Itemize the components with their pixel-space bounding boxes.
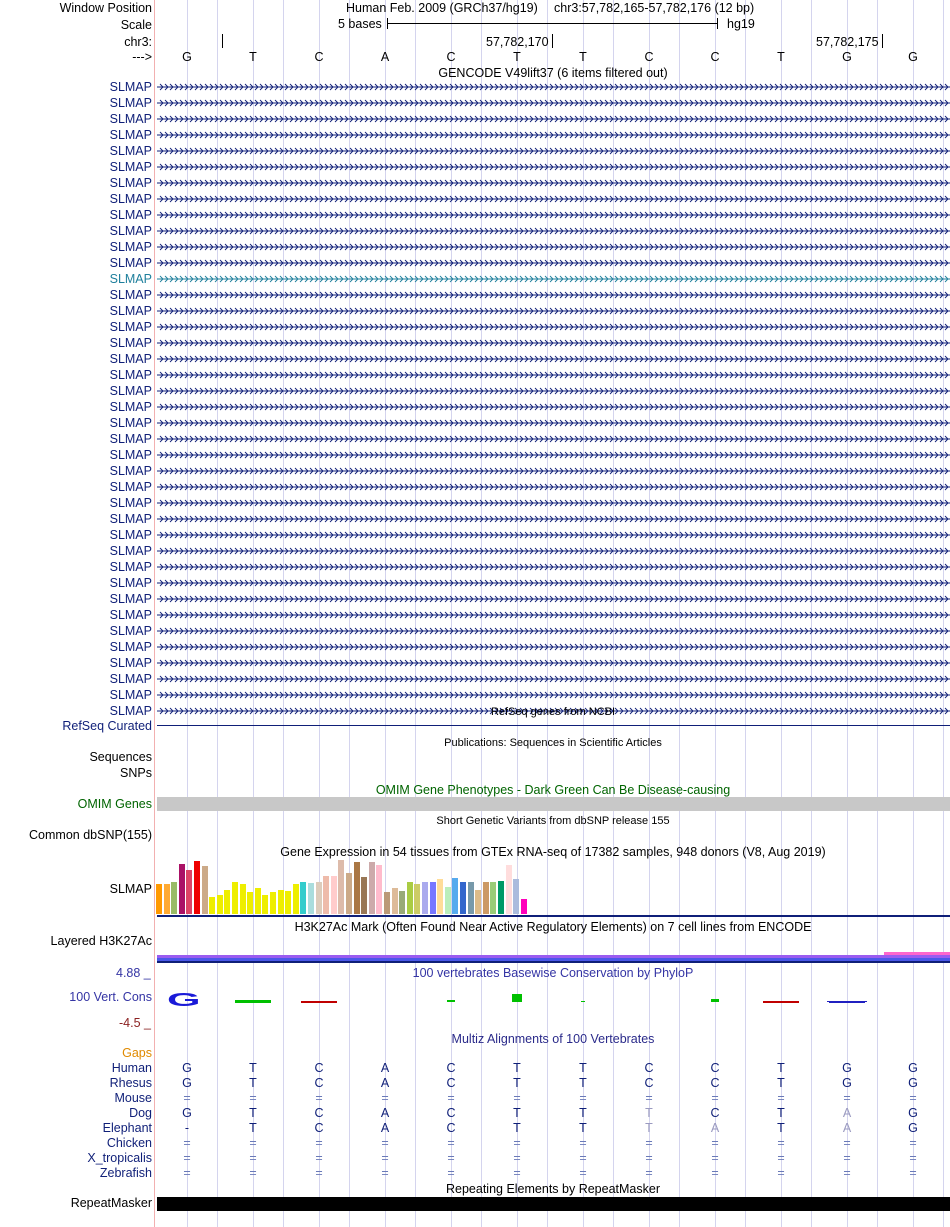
multiz-base: T [513,1061,521,1075]
gencode-transcript-label[interactable]: SLMAP [109,656,152,670]
gtex-tissue-bar[interactable] [171,882,177,914]
omim-label[interactable]: OMIM Genes [77,797,152,811]
gencode-transcript-label[interactable]: SLMAP [109,432,152,446]
gencode-transcript-line[interactable] [157,610,950,620]
gencode-transcript-line[interactable] [157,146,950,156]
gtex-tissue-bar[interactable] [498,881,504,914]
phylop-baseline [763,1002,799,1003]
gtex-tissue-bar[interactable] [392,888,398,914]
base-letter: G [182,50,192,64]
multiz-base: = [843,1166,851,1180]
dbsnp-title[interactable]: Short Genetic Variants from dbSNP release 155 [436,815,670,827]
gtex-tissue-bar[interactable] [316,882,322,914]
base-letter: C [644,50,654,64]
gtex-tissue-bar[interactable] [293,884,299,914]
multiz-base: = [249,1151,257,1165]
multiz-species-label[interactable]: Dog [129,1106,152,1120]
multiz-base: = [579,1136,587,1150]
multiz-base: C [644,1076,654,1090]
coord-tick [882,34,883,48]
gtex-tissue-bar[interactable] [179,864,185,914]
multiz-base: = [381,1151,389,1165]
multiz-base: A [380,1121,390,1135]
gtex-tissue-bar[interactable] [285,891,291,914]
gtex-tissue-bar[interactable] [209,897,215,914]
multiz-base: T [579,1076,587,1090]
gtex-tissue-bar[interactable] [240,884,246,914]
gencode-transcript-line[interactable] [157,498,950,508]
multiz-base: = [183,1136,191,1150]
multiz-base: A [380,1061,390,1075]
gencode-transcript-label[interactable]: SLMAP [109,336,152,350]
refseq-gene-line[interactable] [157,725,950,726]
multiz-base: = [183,1166,191,1180]
multiz-base: = [777,1151,785,1165]
multiz-base: = [645,1166,653,1180]
multiz-base: G [842,1076,852,1090]
gencode-transcript-label[interactable]: SLMAP [109,80,152,94]
multiz-base: = [579,1166,587,1180]
pubs-label-sequences[interactable]: Sequences [89,750,152,764]
phylop-min-label: -4.5 _ [119,1016,151,1030]
multiz-base: = [843,1151,851,1165]
gencode-transcript-line[interactable] [157,594,950,604]
multiz-base: = [711,1151,719,1165]
multiz-species-label[interactable]: Mouse [114,1091,152,1105]
gtex-tissue-bar[interactable] [255,888,261,914]
gencode-transcript-line[interactable] [157,562,950,572]
gencode-transcript-label[interactable]: SLMAP [109,192,152,206]
multiz-base: T [579,1106,587,1120]
gencode-transcript-label[interactable]: SLMAP [109,576,152,590]
multiz-base: = [513,1091,521,1105]
phylop-bar [711,999,719,1002]
scale-text: 5 bases [338,17,382,31]
gtex-tissue-bar[interactable] [490,882,496,914]
multiz-gaps-label[interactable]: Gaps [122,1046,152,1060]
gencode-title[interactable]: GENCODE V49lift37 (6 items filtered out) [438,66,668,80]
gencode-transcript-line[interactable] [157,530,950,540]
gtex-tissue-bar[interactable] [346,873,352,914]
gencode-transcript-label[interactable]: SLMAP [109,464,152,478]
gencode-transcript-line[interactable] [157,578,950,588]
gencode-transcript-line[interactable] [157,258,950,268]
multiz-base: C [314,1076,324,1090]
multiz-base: G [842,1061,852,1075]
gencode-transcript-line[interactable] [157,130,950,140]
base-letter: C [314,50,324,64]
multiz-base: A [710,1121,720,1135]
multiz-base: = [645,1091,653,1105]
gtex-tissue-bar[interactable] [247,892,253,914]
gtex-tissue-bar[interactable] [422,882,428,914]
gencode-transcript-label[interactable]: SLMAP [109,352,152,366]
multiz-base: T [249,1076,257,1090]
gencode-transcript-label[interactable]: SLMAP [109,256,152,270]
gtex-tissue-bar[interactable] [468,882,474,914]
multiz-base: G [182,1076,192,1090]
multiz-base: = [381,1136,389,1150]
multiz-base: G [182,1106,192,1120]
multiz-species-label[interactable]: Zebrafish [99,1166,152,1180]
multiz-base: = [777,1136,785,1150]
multiz-base: = [711,1166,719,1180]
pubs-label-snps[interactable]: SNPs [120,766,152,780]
gencode-transcript-line[interactable] [157,274,950,284]
omim-gene-bar[interactable] [157,797,950,811]
multiz-base: T [513,1076,521,1090]
gencode-transcript-label[interactable]: SLMAP [109,112,152,126]
gencode-transcript-label[interactable]: SLMAP [109,608,152,622]
pubs-title[interactable]: Publications: Sequences in Scientific Articles [444,737,662,749]
base-letter: A [380,50,390,64]
multiz-base: = [579,1091,587,1105]
multiz-base: = [843,1136,851,1150]
gtex-tissue-bar[interactable] [354,862,360,914]
multiz-species-label[interactable]: X_tropicalis [87,1151,152,1165]
multiz-base: T [249,1061,257,1075]
multiz-base: = [315,1166,323,1180]
gencode-transcript-label[interactable]: SLMAP [109,672,152,686]
gencode-transcript-label[interactable]: SLMAP [109,688,152,702]
multiz-base: T [777,1121,785,1135]
multiz-base: T [249,1121,257,1135]
label-separator [154,0,155,1227]
base-letter: C [710,50,720,64]
gencode-transcript-line[interactable] [157,178,950,188]
gtex-separator [157,915,950,917]
gencode-transcript-line[interactable] [157,242,950,252]
gencode-transcript-label[interactable]: SLMAP [109,528,152,542]
gencode-transcript-line[interactable] [157,306,950,316]
multiz-base: = [447,1151,455,1165]
multiz-base: = [183,1091,191,1105]
multiz-base: C [446,1121,456,1135]
multiz-base: C [314,1121,324,1135]
gencode-transcript-line[interactable] [157,466,950,476]
multiz-base: = [447,1136,455,1150]
gencode-transcript-line[interactable] [157,450,950,460]
multiz-species-label[interactable]: Human [111,1061,152,1075]
multiz-base: C [710,1061,720,1075]
multiz-base: G [908,1121,918,1135]
gtex-tissue-bar[interactable] [513,879,519,914]
gencode-transcript-label[interactable]: SLMAP [109,320,152,334]
multiz-base: C [446,1061,456,1075]
gencode-transcript-line[interactable] [157,210,950,220]
multiz-base: = [843,1091,851,1105]
gtex-tissue-bar[interactable] [164,884,170,914]
repeatmasker-bar[interactable] [157,1197,950,1211]
gencode-transcript-line[interactable] [157,354,950,364]
gencode-transcript-label[interactable]: SLMAP [109,208,152,222]
gtex-tissue-bar[interactable] [217,895,223,914]
multiz-base: C [446,1076,456,1090]
multiz-base: C [314,1106,324,1120]
gencode-transcript-line[interactable] [157,418,950,428]
multiz-species-label[interactable]: Elephant [102,1121,152,1135]
gtex-tissue-bar[interactable] [361,877,367,914]
gencode-transcript-line[interactable] [157,226,950,236]
gencode-transcript-line[interactable] [157,322,950,332]
base-letter: G [842,50,852,64]
gencode-transcript-label[interactable]: SLMAP [109,480,152,494]
gtex-tissue-bar[interactable] [156,884,162,914]
multiz-base: T [513,1121,521,1135]
coord-tick [222,34,223,48]
scale-bar-right [717,18,718,29]
scale-bar [387,23,718,24]
gencode-transcript-line[interactable] [157,386,950,396]
multiz-base: C [446,1106,456,1120]
gtex-tissue-bar[interactable] [445,887,451,914]
gencode-transcript-label[interactable]: SLMAP [109,304,152,318]
multiz-base: T [645,1121,653,1135]
multiz-base: = [381,1166,389,1180]
gtex-tissue-bar[interactable] [460,882,466,914]
gtex-tissue-bar[interactable] [475,890,481,914]
gencode-transcript-line[interactable] [157,370,950,380]
gencode-transcript-label[interactable]: SLMAP [109,384,152,398]
multiz-base: T [777,1106,785,1120]
gencode-transcript-label[interactable]: SLMAP [109,704,152,718]
base-letter: T [513,50,521,64]
multiz-base: A [380,1106,390,1120]
repeatmasker-label[interactable]: RepeatMasker [70,1196,152,1210]
gtex-tissue-bar[interactable] [186,870,192,914]
multiz-base: = [711,1091,719,1105]
multiz-base: T [249,1106,257,1120]
gencode-transcript-label[interactable]: SLMAP [109,176,152,190]
gencode-transcript-label[interactable]: SLMAP [109,448,152,462]
gencode-transcript-label[interactable]: SLMAP [109,96,152,110]
multiz-base: = [447,1091,455,1105]
gencode-transcript-line[interactable] [157,482,950,492]
gtex-label[interactable]: SLMAP [109,882,152,896]
multiz-species-label[interactable]: Chicken [106,1136,152,1150]
h3k27ac-title[interactable]: H3K27Ac Mark (Often Found Near Active Regulatory Elements) on 7 cell lines from ENCODE [294,920,812,934]
coord-tick [552,34,553,48]
multiz-base: G [908,1061,918,1075]
phylop-bar [512,994,522,1002]
multiz-base: = [513,1151,521,1165]
gencode-transcript-line[interactable] [157,674,950,684]
multiz-base: = [315,1151,323,1165]
gtex-tissue-bar[interactable] [262,895,268,914]
multiz-base: - [184,1121,190,1135]
gtex-tissue-bar[interactable] [384,892,390,914]
gencode-transcript-label[interactable]: SLMAP [109,144,152,158]
gencode-transcript-line[interactable] [157,114,950,124]
gtex-tissue-bar[interactable] [194,861,200,914]
multiz-base: = [315,1091,323,1105]
multiz-base: = [249,1091,257,1105]
gencode-transcript-label[interactable]: SLMAP [109,224,152,238]
gtex-tissue-bar[interactable] [202,866,208,914]
gencode-transcript-line[interactable] [157,546,950,556]
gtex-tissue-bar[interactable] [506,865,512,914]
multiz-base: G [182,1061,192,1075]
gtex-tissue-bar[interactable] [278,890,284,914]
phylop-title[interactable]: 100 vertebrates Basewise Conservation by PhyloP [412,966,694,980]
gencode-transcript-label[interactable]: SLMAP [109,272,152,286]
chr-label[interactable]: chr3: [124,35,152,49]
base-letter: T [249,50,257,64]
multiz-base: = [381,1091,389,1105]
base-letter: T [777,50,785,64]
gtex-tissue-bar[interactable] [331,876,337,914]
gencode-transcript-label[interactable]: SLMAP [109,496,152,510]
position-text: chr3:57,782,165-57,782,176 (12 bp) [554,1,755,15]
gencode-transcript-line[interactable] [157,626,950,636]
gtex-tissue-bar[interactable] [224,890,230,914]
multiz-base: G [908,1076,918,1090]
gencode-transcript-line[interactable] [157,194,950,204]
multiz-base: = [183,1151,191,1165]
multiz-base: T [513,1106,521,1120]
gtex-tissue-bar[interactable] [232,882,238,914]
gencode-transcript-label[interactable]: SLMAP [109,512,152,526]
multiz-base: = [909,1136,917,1150]
gtex-title[interactable]: Gene Expression in 54 tissues from GTEx RNA-seq of 17382 samples, 948 donors (V8, Aug 2019) [280,845,826,859]
refseq-label[interactable]: RefSeq Curated [62,719,152,733]
multiz-base: = [777,1166,785,1180]
gencode-transcript-label[interactable]: SLMAP [109,544,152,558]
gtex-tissue-bar[interactable] [338,860,344,914]
h3k27ac-label[interactable]: Layered H3K27Ac [50,934,152,948]
multiz-base: C [710,1076,720,1090]
multiz-base: = [645,1151,653,1165]
multiz-base: T [579,1121,587,1135]
refseq-title[interactable]: RefSeq genes from NCBI [490,706,616,718]
strand-label[interactable]: ---> [132,50,152,64]
gtex-tissue-bar[interactable] [323,876,329,914]
coord-2: 57,782,175 [816,35,879,49]
gencode-transcript-label[interactable]: SLMAP [109,368,152,382]
gencode-transcript-label[interactable]: SLMAP [109,560,152,574]
base-letter: G [908,50,918,64]
phylop-label[interactable]: 100 Vert. Cons [69,990,152,1004]
gtex-tissue-bar[interactable] [452,878,458,914]
gtex-tissue-bar[interactable] [399,891,405,914]
multiz-base: = [909,1166,917,1180]
multiz-base: = [645,1136,653,1150]
gencode-transcript-line[interactable] [157,338,950,348]
phylop-max-label: 4.88 _ [116,966,151,980]
multiz-base: = [909,1151,917,1165]
multiz-base: = [249,1166,257,1180]
gencode-transcript-label[interactable]: SLMAP [109,160,152,174]
multiz-base: = [777,1091,785,1105]
gencode-transcript-line[interactable] [157,434,950,444]
phylop-logo-g: G [167,990,201,1010]
gtex-tissue-bar[interactable] [369,862,375,914]
base-letter: T [579,50,587,64]
gtex-tissue-bar[interactable] [437,879,443,914]
multiz-base: T [645,1106,653,1120]
gencode-transcript-line[interactable] [157,82,950,92]
multiz-base: = [315,1136,323,1150]
assembly-text: Human Feb. 2009 (GRCh37/hg19) [346,1,538,15]
multiz-base: A [842,1106,852,1120]
gencode-transcript-line[interactable] [157,658,950,668]
gtex-tissue-bar[interactable] [483,882,489,914]
gtex-tissue-bar[interactable] [300,882,306,914]
gtex-tissue-bar[interactable] [270,892,276,914]
gencode-transcript-label[interactable]: SLMAP [109,592,152,606]
db-text: hg19 [727,17,755,31]
h3k27ac-separator [157,961,950,963]
scale-bar-left [387,18,388,29]
gtex-tissue-bar[interactable] [430,882,436,914]
gencode-transcript-line[interactable] [157,642,950,652]
gencode-transcript-line[interactable] [157,98,950,108]
gencode-transcript-line[interactable] [157,690,950,700]
gencode-transcript-label[interactable]: SLMAP [109,240,152,254]
phylop-baseline [235,1002,271,1003]
gtex-tissue-bar[interactable] [521,899,527,914]
multiz-base: = [249,1136,257,1150]
phylop-bar [447,1000,455,1002]
multiz-base: = [579,1151,587,1165]
phylop-bar [581,1001,585,1002]
gtex-tissue-bar[interactable] [407,882,413,914]
multiz-base: = [513,1136,521,1150]
gencode-transcript-label[interactable]: SLMAP [109,640,152,654]
gencode-transcript-line[interactable] [157,402,950,412]
base-letter: C [446,50,456,64]
multiz-base: = [447,1166,455,1180]
dbsnp-label[interactable]: Common dbSNP(155) [29,828,152,842]
scale-label[interactable]: Scale [120,18,152,32]
multiz-base: T [777,1076,785,1090]
coord-1: 57,782,170 [486,35,549,49]
h3k27ac-signal[interactable] [884,952,950,955]
multiz-base: T [579,1061,587,1075]
multiz-base: = [909,1091,917,1105]
gtex-tissue-bar[interactable] [414,884,420,914]
multiz-species-label[interactable]: Rhesus [109,1076,152,1090]
multiz-base: T [777,1061,785,1075]
omim-title[interactable]: OMIM Gene Phenotypes - Dark Green Can Be Disease-causing [375,783,731,797]
multiz-base: A [380,1076,390,1090]
phylop-baseline [829,1002,865,1003]
gencode-transcript-label[interactable]: SLMAP [109,128,152,142]
multiz-base: = [711,1136,719,1150]
multiz-base: = [513,1166,521,1180]
multiz-title[interactable]: Multiz Alignments of 100 Vertebrates [451,1032,655,1046]
phylop-baseline [301,1002,337,1003]
multiz-base: C [314,1061,324,1075]
multiz-base: C [710,1106,720,1120]
gencode-transcript-line[interactable] [157,162,950,172]
multiz-base: G [908,1106,918,1120]
multiz-base: C [644,1061,654,1075]
multiz-base: A [842,1121,852,1135]
gencode-transcript-label[interactable]: SLMAP [109,288,152,302]
repeatmasker-title[interactable]: Repeating Elements by RepeatMasker [445,1182,660,1196]
gencode-transcript-line[interactable] [157,514,950,524]
window-position-label[interactable]: Window Position [59,1,152,15]
gencode-transcript-label[interactable]: SLMAP [109,400,152,414]
gtex-tissue-bar[interactable] [308,883,314,914]
gencode-transcript-line[interactable] [157,290,950,300]
gencode-transcript-label[interactable]: SLMAP [109,416,152,430]
gtex-tissue-bar[interactable] [376,865,382,914]
gencode-transcript-label[interactable]: SLMAP [109,624,152,638]
